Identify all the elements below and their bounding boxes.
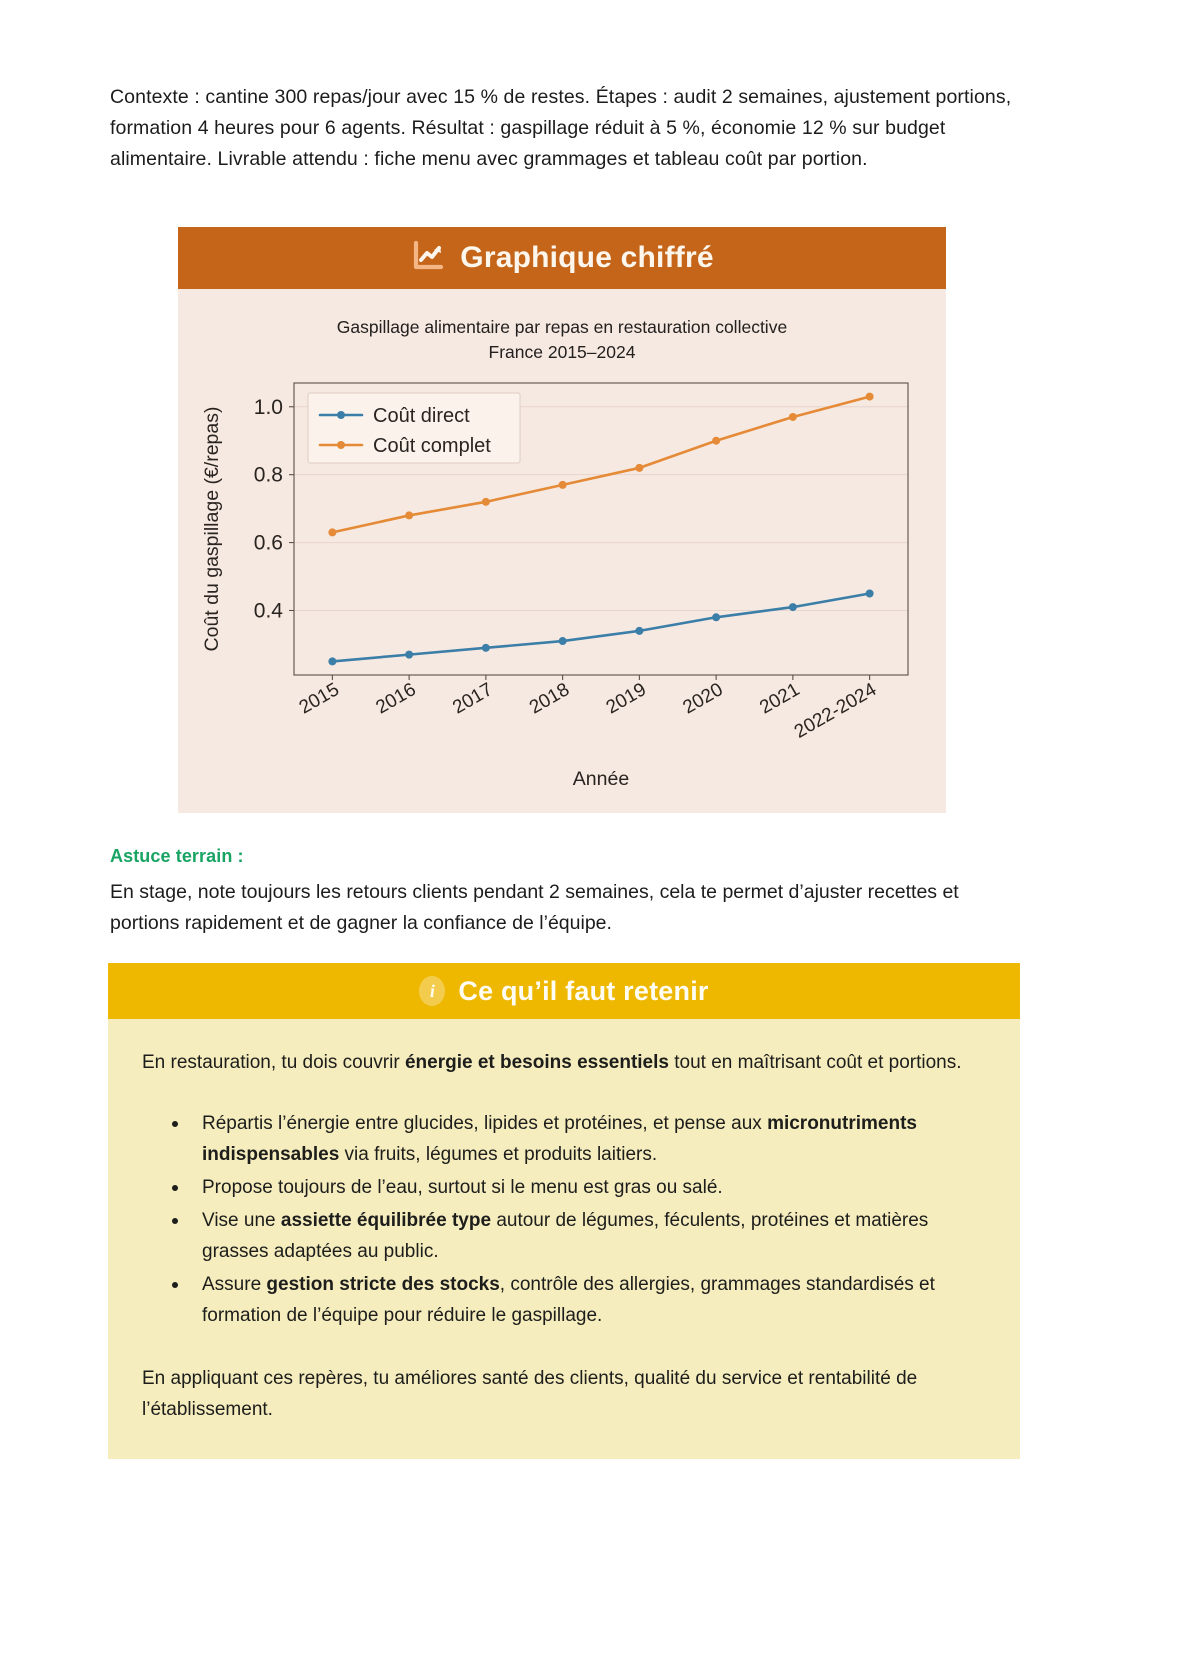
key-points-outro: En appliquant ces repères, tu améliores santé des clients, qualité du service et rentabilité de l’établissement. (142, 1368, 918, 1420)
key-points-list (142, 1108, 986, 1331)
key-point-text: Assure (202, 1274, 267, 1295)
chart-plot-area (178, 289, 946, 813)
key-points-intro (142, 1047, 986, 1078)
key-point-item (166, 1172, 986, 1203)
key-point-text-tail: , contrôle des allergies, grammages standardisés et formation de l’équipe pour réduire le gaspillage. (202, 1274, 935, 1326)
svg-text:2018: 2018 (526, 679, 574, 719)
svg-text:0.4: 0.4 (253, 599, 283, 623)
svg-text:2017: 2017 (449, 679, 497, 719)
key-point-text-tail: autour de légumes, féculents, protéines et matières grasses adaptées au public. (202, 1210, 929, 1262)
svg-text:0.8: 0.8 (253, 463, 283, 487)
chart-title-line2: France 2015–2024 (488, 342, 636, 362)
key-point-emphasis: gestion stricte des stocks (266, 1274, 500, 1295)
key-points-card (108, 963, 1020, 1459)
key-point-emphasis: micronutriments indispensables (202, 1113, 917, 1165)
key-point-text: Vise une (202, 1210, 281, 1231)
chart-card-title: Graphique chiffré (460, 241, 714, 274)
chart-canvas (178, 365, 946, 805)
key-point-item (166, 1205, 986, 1267)
svg-text:Année: Année (572, 768, 630, 790)
chart-card-header (178, 227, 946, 289)
key-points-intro-c: tout en maîtrisant coût et portions. (668, 1052, 962, 1073)
svg-text:2016: 2016 (372, 679, 420, 719)
line-chart-icon (410, 238, 446, 279)
astuce-body: En stage, note toujours les retours clients pendant 2 semaines, cela te permet d’ajuster recettes et portions rapidement et de gagner la confiance de l’équipe. (110, 881, 959, 934)
spacer (142, 1078, 986, 1108)
svg-text:1.0: 1.0 (253, 395, 283, 419)
svg-text:2022-2024: 2022-2024 (790, 679, 881, 743)
key-points-intro-bold: énergie et besoins essentiels (404, 1052, 669, 1073)
svg-text:2019: 2019 (602, 679, 650, 719)
key-point-item (166, 1108, 986, 1170)
astuce-heading: Astuce terrain : (110, 846, 244, 866)
chart-svg (178, 365, 946, 805)
key-point-item (166, 1269, 986, 1331)
key-points-intro-a: En restauration, tu dois couvrir (142, 1052, 405, 1073)
key-points-header (108, 963, 1020, 1019)
svg-text:2020: 2020 (679, 679, 727, 719)
key-points-title: Ce qu’il faut retenir (458, 975, 709, 1006)
chart-title-line1: Gaspillage alimentaire par repas en restauration collective (336, 317, 788, 337)
svg-text:0.6: 0.6 (253, 531, 283, 555)
svg-text:2015: 2015 (295, 679, 343, 719)
svg-text:Coût du gaspillage (€/repas): Coût du gaspillage (€/repas) (201, 406, 223, 652)
key-point-emphasis: assiette équilibrée type (280, 1210, 492, 1231)
key-point-text-tail: via fruits, légumes et produits laitiers. (339, 1144, 658, 1165)
key-point-text: Répartis l’énergie entre glucides, lipides et protéines, et pense aux (202, 1113, 768, 1134)
svg-text:2021: 2021 (756, 679, 804, 719)
spacer-2 (142, 1333, 986, 1363)
key-points-body (108, 1019, 1020, 1459)
chart-card (178, 227, 946, 813)
key-point-text: Propose toujours de l’eau, surtout si le menu est gras ou salé. (202, 1177, 723, 1198)
intro-paragraph: Contexte : cantine 300 repas/jour avec 15 % de restes. Étapes : audit 2 semaines, ajustement portions, formation 4 heures pour 6 agents. Résultat : gaspillage réduit à 5 %, économie 12 % sur budget alimentaire. Livrable attendu : fiche menu avec grammages et tableau coût par portion. (110, 86, 1012, 170)
svg-text:Coût direct: Coût direct (373, 405, 470, 427)
svg-text:Coût complet: Coût complet (373, 435, 491, 457)
info-icon-glyph: i (429, 980, 435, 1001)
info-icon (419, 976, 445, 1006)
